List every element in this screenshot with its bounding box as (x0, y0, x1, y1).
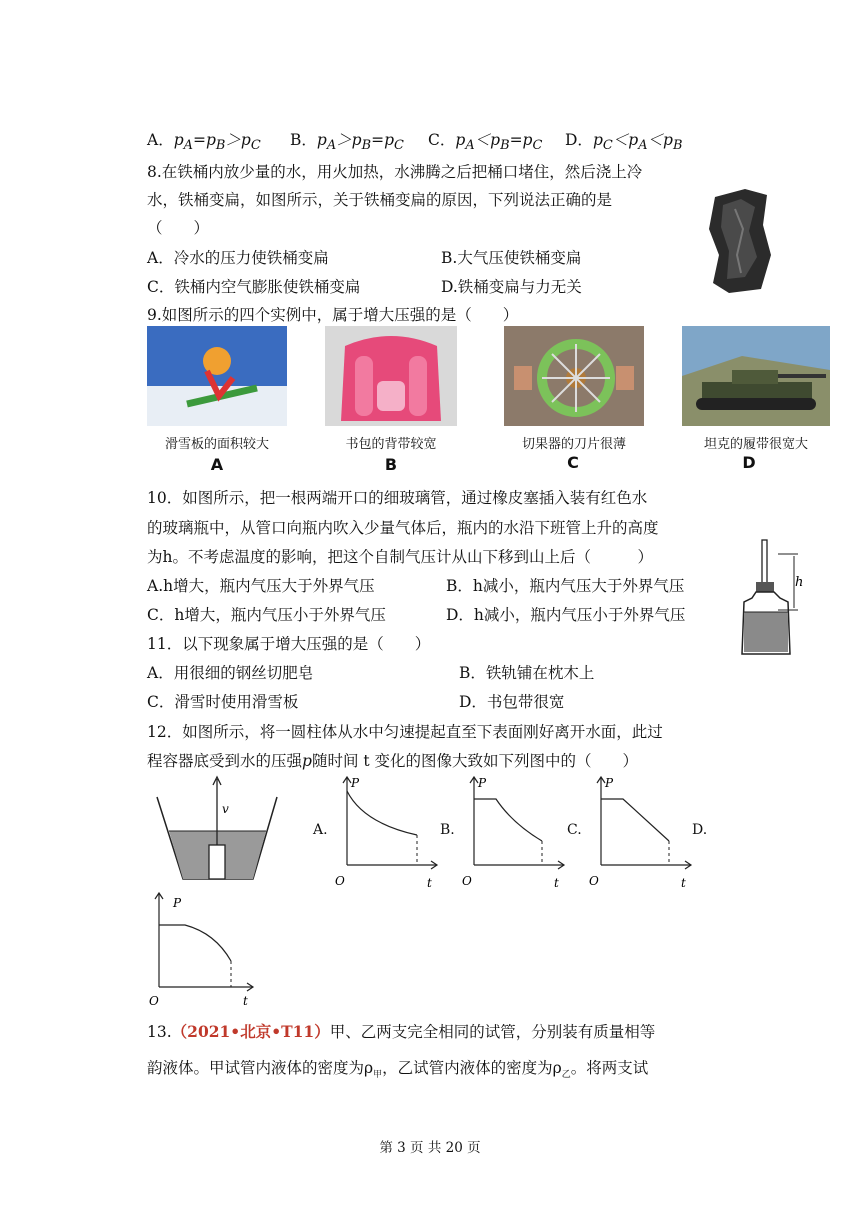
q12-line1: 12．如图所示，将一圆柱体从水中匀速提起直至下表面刚好离开水面，此过 (147, 723, 663, 741)
q12-label-a: A. (313, 822, 328, 838)
q8-option-d: D.铁桶变扁与力无关 (441, 278, 582, 296)
source-tag: （2021•北京•T11） (171, 1022, 330, 1041)
q8-option-c: C．铁桶内空气膨胀使铁桶变扁 (147, 278, 361, 296)
q10-line2: 的玻璃瓶中，从管口向瓶内吹入少量气体后，瓶内的水沿下班管上升的高度 (147, 519, 659, 537)
q7-option-b: B．$p_A>p_B=p_C$ (290, 131, 404, 154)
q12-label-d: D. (692, 822, 708, 838)
q12-label-c: C. (567, 822, 582, 838)
q13-line1: 13.（2021•北京•T11）甲、乙两支完全相同的试管，分别装有质量相等 (147, 1022, 656, 1041)
q12-line2: 程容器底受到水的压强p随时间 t 变化的图像大致如下列图中的（ ） (147, 752, 639, 770)
q11-option-d: D．书包带很宽 (459, 693, 565, 711)
q9-letter-c: C (567, 453, 579, 472)
axis-t-label: t (243, 994, 248, 1008)
graph-d (145, 889, 260, 1009)
q11-stem: 11．以下现象属于增大压强的是（ ） (147, 635, 431, 653)
q8-line1: 8.在铁桶内放少量的水，用火加热，水沸腾之后把桶口堵住，然后浇上冷 (147, 163, 643, 181)
origin-label: O (589, 874, 599, 888)
page-footer: 第 3 页 共 20 页 (379, 1140, 481, 1156)
q11-option-a: A．用很细的钢丝切肥皂 (147, 664, 314, 682)
q9-caption-a: 滑雪板的面积较大 (164, 437, 269, 452)
q9-stem: 9.如图所示的四个实例中，属于增大压强的是（ ） (147, 306, 519, 324)
q11-option-c: C．滑雪时使用滑雪板 (147, 693, 299, 711)
origin-label: O (335, 874, 345, 888)
q8-line2: 水，铁桶变扁，如图所示，关于铁桶变扁的原因，下列说法正确的是 (147, 191, 613, 209)
graph-c (587, 773, 697, 893)
q9-caption-c: 切果器的刀片很薄 (521, 437, 626, 452)
q9-letter-a: A (210, 455, 224, 474)
q11-option-b: B．铁轨铺在枕木上 (459, 664, 595, 682)
q8-line3: （ ） (147, 219, 210, 237)
graph-a (333, 773, 443, 893)
axis-t-label: t (554, 876, 559, 890)
crushed-bucket-image (705, 185, 775, 297)
q10-line3: 为h。不考虑温度的影响，把这个自制气压计从山下移到山上后（ ） (147, 548, 653, 566)
barometer-h-label: h (795, 575, 804, 590)
q7-options: A．$p_A=p_B>p_C$ (147, 131, 261, 154)
schoolbag-photo (325, 326, 457, 426)
axis-p-label: P (173, 896, 182, 910)
q9-letter-d: D (742, 453, 756, 472)
q8-option-a: A．冷水的压力使铁桶变扁 (147, 249, 329, 267)
container-cylinder-figure (155, 775, 280, 885)
q10-option-d: D．h减小，瓶内气压小于外界气压 (446, 606, 686, 624)
tank-photo (682, 326, 830, 426)
axis-p-label: P (351, 776, 360, 790)
q9-caption-b: 书包的背带较宽 (345, 437, 437, 452)
q10-option-c: C．h增大，瓶内气压小于外界气压 (147, 606, 386, 624)
axis-t-label: t (681, 876, 686, 890)
axis-p-label: P (478, 776, 487, 790)
axis-p-label: P (605, 776, 614, 790)
q9-caption-d: 坦克的履带很宽大 (703, 437, 808, 452)
q8-option-b: B.大气压使铁桶变扁 (441, 249, 582, 267)
q13-line2: 韵液体。甲试管内液体的密度为$\rho_甲$，乙试管内液体的密度为$\rho_乙$。将两支试 (147, 1059, 649, 1081)
q10-option-b: B．h减小，瓶内气压大于外界气压 (446, 577, 685, 595)
barometer-bottle-figure (738, 536, 814, 660)
q7-option-d: D．$p_C<p_A<p_B$ (565, 131, 683, 154)
graph-b (460, 773, 570, 893)
ski-photo (147, 326, 287, 426)
q10-option-a: A.h增大，瓶内气压大于外界气压 (147, 577, 375, 595)
q12-label-b: B. (440, 822, 455, 838)
origin-label: O (462, 874, 472, 888)
velocity-label: v (222, 802, 229, 816)
origin-label: O (149, 994, 159, 1008)
q9-letter-b: B (384, 455, 398, 474)
q10-line1: 10．如图所示，把一根两端开口的细玻璃管，通过橡皮塞插入装有红色水 (147, 489, 648, 507)
q7-option-c: C．$p_A<p_B=p_C$ (428, 131, 543, 154)
fruit-cutter-photo (504, 326, 644, 426)
axis-t-label: t (427, 876, 432, 890)
